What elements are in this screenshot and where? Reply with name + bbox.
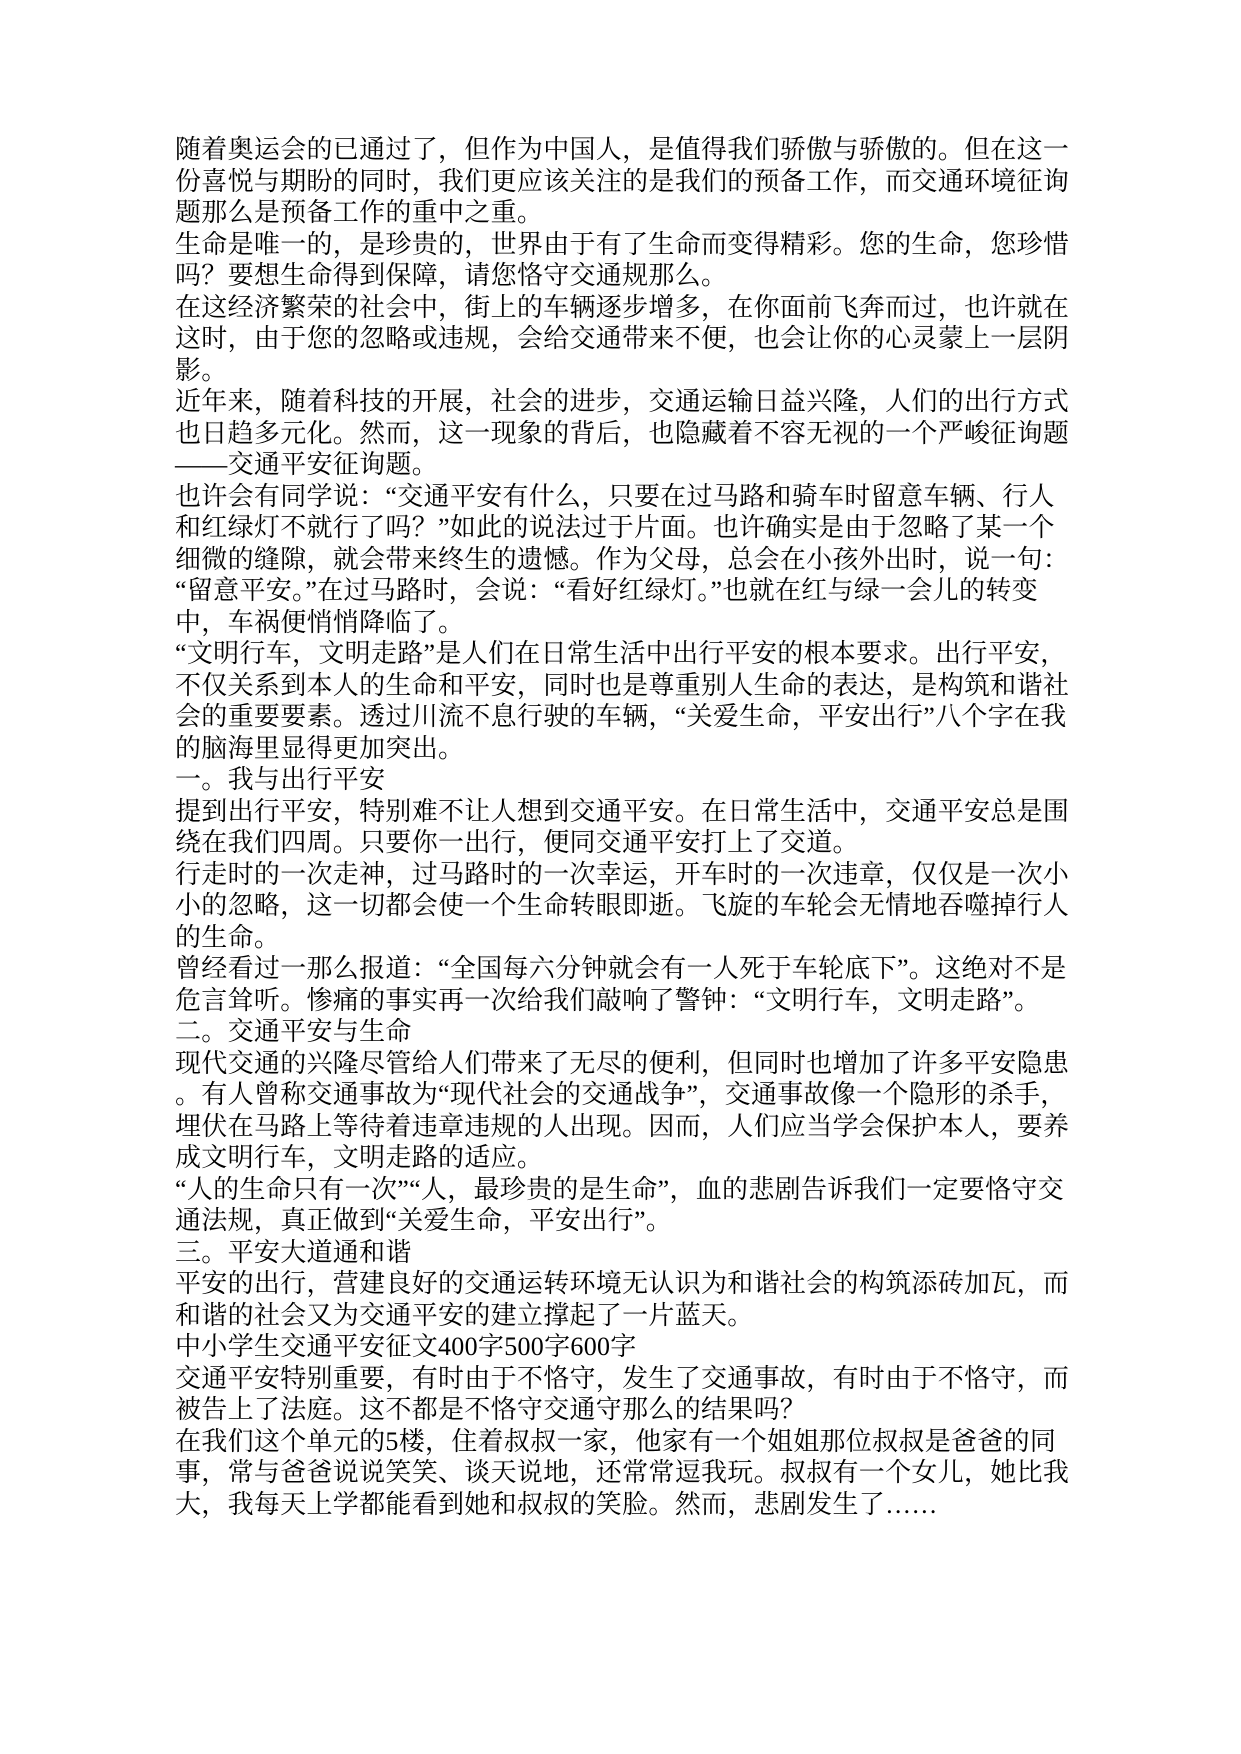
- text-line: 在我们这个单元的5楼，住着叔叔一家，他家有一个姐姐那位叔叔是爸爸的同: [175, 1426, 1057, 1456]
- text-line: 中，车祸便悄悄降临了。: [175, 607, 465, 637]
- text-line: 生命是唯一的，是珍贵的，世界由于有了生命而变得精彩。您的生命，您珍惜: [175, 229, 1070, 259]
- text-line: “留意平安。”在过马路时，会说：“看好红绿灯。”也就在红与绿一会儿的转变: [175, 576, 1038, 605]
- text-line: 吗？要想生命得到保障，请您恪守交通规那么。: [175, 261, 728, 290]
- text-line: 中小学生交通平安征文400字500字600字: [175, 1332, 637, 1361]
- text-line: 被告上了法庭。这不都是不恪守交通守那么的结果吗？: [175, 1395, 807, 1424]
- text-line: 细微的缝隙，就会带来终生的遗憾。作为父母，总会在小孩外出时，说一句：: [175, 544, 1070, 574]
- text-line: 现代交通的兴隆尽管给人们带来了无尽的便利，但同时也增加了许多平安隐患: [175, 1048, 1070, 1078]
- text-line: 埋伏在马路上等待着违章违规的人出现。因而，人们应当学会保护本人，要养: [175, 1111, 1070, 1141]
- text-line: 的生命。: [175, 922, 281, 952]
- text-line: ——交通平安征询题。: [175, 450, 439, 479]
- text-line: 通法规，真正做到“关爱生命，平安出行”。: [175, 1206, 673, 1235]
- text-line: 一。我与出行平安: [175, 765, 386, 794]
- text-line: 和红绿灯不就行了吗？”如此的说法过于片面。也许确实是由于忽略了某一个: [175, 513, 1055, 542]
- text-line: 在这经济繁荣的社会中，街上的车辆逐步增多，在你面前飞奔而过，也许就在: [175, 292, 1070, 322]
- text-line: 的脑海里显得更加突出。: [175, 733, 465, 763]
- text-line: 行走时的一次走神，过马路时的一次幸运，开车时的一次违章，仅仅是一次小: [175, 859, 1070, 889]
- text-line: 也日趋多元化。然而，这一现象的背后，也隐藏着不容无视的一个严峻征询题: [175, 418, 1070, 448]
- text-line: 小的忽略，这一切都会使一个生命转眼即逝。飞旋的车轮会无情地吞噬掉行人: [175, 891, 1070, 920]
- text-line: “人的生命只有一次”“人，最珍贵的是生命”，血的悲剧告诉我们一定要恪守交: [175, 1174, 1064, 1204]
- text-line: 大，我每天上学都能看到她和叔叔的笑脸。然而，悲剧发生了……: [175, 1489, 938, 1519]
- text-line: 题那么是预备工作的重中之重。: [175, 198, 544, 227]
- text-line: 和谐的社会又为交通平安的建立撑起了一片蓝天。: [175, 1300, 754, 1330]
- text-line: 危言耸听。惨痛的事实再一次给我们敲响了警钟：“文明行车，文明走路”。: [175, 985, 1041, 1015]
- text-line: 。有人曾称交通事故为“现代社会的交通战争”，交通事故像一个隐形的杀手，: [175, 1080, 1067, 1109]
- text-line: 事，常与爸爸说说笑笑、谈天说地，还常常逗我玩。叔叔有一个女儿，她比我: [175, 1458, 1070, 1487]
- text-line: 交通平安特别重要，有时由于不恪守，发生了交通事故，有时由于不恪守，而: [175, 1363, 1070, 1393]
- text-line: 也许会有同学说：“交通平安有什么，只要在过马路和骑车时留意车辆、行人: [175, 481, 1055, 511]
- text-line: 二。交通平安与生命: [175, 1017, 412, 1046]
- text-line: 会的重要要素。透过川流不息行驶的车辆，“关爱生命，平安出行”八个字在我: [175, 702, 1067, 731]
- text-line: 份喜悦与期盼的同时，我们更应该关注的是我们的预备工作，而交通环境征询: [175, 166, 1070, 196]
- text-line: 成文明行车，文明走路的适应。: [175, 1143, 544, 1172]
- text-line: 三。平安大道通和谐: [175, 1237, 412, 1267]
- text-line: 曾经看过一那么报道：“全国每六分钟就会有一人死于车轮底下”。这绝对不是: [175, 954, 1067, 983]
- text-line: 不仅关系到本人的生命和平安，同时也是尊重别人生命的表达，是构筑和谐社: [175, 670, 1070, 700]
- text-line: 近年来，随着科技的开展，社会的进步，交通运输日益兴隆，人们的出行方式: [175, 387, 1070, 416]
- text-line: 绕在我们四周。只要你一出行，便同交通平安打上了交道。: [175, 828, 859, 857]
- document-body: [175, 134, 1081, 1520]
- text-line: 这时，由于您的忽略或违规，会给交通带来不便，也会让你的心灵蒙上一层阴: [175, 324, 1070, 353]
- text-line: 平安的出行，营建良好的交通运转环境无认识为和谐社会的构筑添砖加瓦，而: [175, 1269, 1070, 1298]
- text-line: 提到出行平安，特别难不让人想到交通平安。在日常生活中，交通平安总是围: [175, 796, 1070, 826]
- text-line: 影。: [175, 355, 228, 385]
- text-line: 随着奥运会的已通过了，但作为中国人，是值得我们骄傲与骄傲的。但在这一: [175, 135, 1070, 164]
- text-line: “文明行车，文明走路”是人们在日常生活中出行平安的根本要求。出行平安，: [175, 639, 1067, 668]
